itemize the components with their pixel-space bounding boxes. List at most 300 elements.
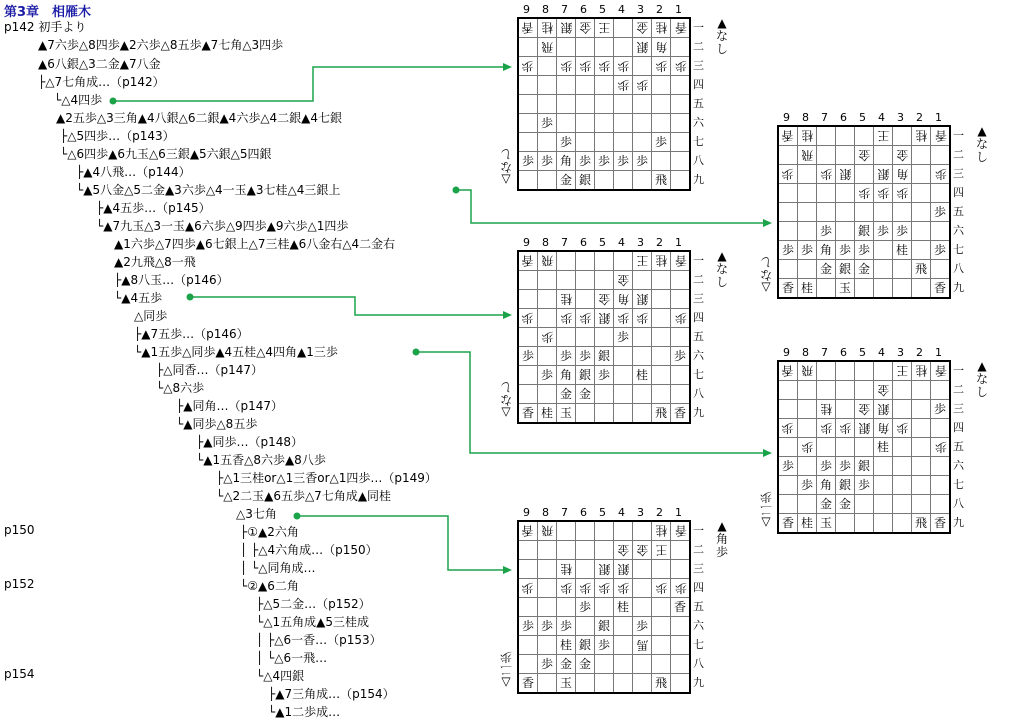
- board-square: [893, 279, 912, 299]
- board-square: 歩: [633, 617, 652, 636]
- board-square: 銀: [633, 38, 652, 57]
- board-square: 歩: [595, 366, 614, 385]
- board-square: 飛: [652, 171, 671, 191]
- board-square: [912, 381, 931, 400]
- board-square: [595, 541, 614, 560]
- board-square: [817, 279, 836, 299]
- arrowhead-3: [503, 311, 512, 319]
- board-square: [855, 203, 874, 222]
- board-square: 歩: [614, 328, 633, 347]
- board-square: [836, 126, 855, 146]
- board-square: 金: [633, 18, 652, 38]
- tree-line: └△8六歩: [156, 381, 205, 395]
- board-square: [817, 184, 836, 203]
- board-square: 歩: [931, 203, 951, 222]
- board-square: [778, 203, 798, 222]
- board-square: [671, 38, 691, 57]
- board-square: 銀: [576, 636, 595, 655]
- board-square: [518, 76, 538, 95]
- board-grid: [777, 125, 951, 299]
- rank-label: 六: [693, 116, 704, 129]
- board-square: [518, 385, 538, 404]
- rank-label: 五: [953, 440, 964, 453]
- board-square: 金: [557, 655, 576, 674]
- board-square: 歩: [518, 579, 538, 598]
- board-square: 桂: [538, 404, 557, 424]
- board-square: 桂: [912, 126, 931, 146]
- board-square: 飛: [798, 361, 817, 381]
- board-square: 歩: [576, 347, 595, 366]
- board-square: 歩: [633, 152, 652, 171]
- board-square: [671, 95, 691, 114]
- tree-line: ├▲8八玉…（p146）: [114, 273, 229, 287]
- rank-label: 六: [953, 459, 964, 472]
- board-square: 桂: [652, 18, 671, 38]
- board-square: 歩: [518, 309, 538, 328]
- file-label: 4: [618, 236, 625, 249]
- board-square: [518, 95, 538, 114]
- tree-line: └▲1五香△8六歩▲8八歩: [196, 453, 326, 467]
- board-square: [538, 290, 557, 309]
- board-square: [671, 152, 691, 171]
- board-square: 歩: [518, 347, 538, 366]
- board-square: 香: [671, 404, 691, 424]
- board-square: 歩: [893, 222, 912, 241]
- rank-label: 三: [953, 167, 964, 180]
- file-label: 8: [542, 506, 549, 519]
- board-square: 歩: [614, 57, 633, 76]
- board-square: [893, 495, 912, 514]
- board-square: [931, 457, 951, 476]
- board-square: [652, 347, 671, 366]
- board-square: [595, 251, 614, 271]
- board-square: [518, 290, 538, 309]
- file-label: 5: [599, 506, 606, 519]
- board-square: [518, 366, 538, 385]
- board-square: [518, 38, 538, 57]
- board-square: 桂: [633, 366, 652, 385]
- file-label: 2: [916, 346, 923, 359]
- board-square: [614, 385, 633, 404]
- rank-labels: [693, 18, 704, 189]
- board-square: [931, 419, 951, 438]
- file-label: 2: [916, 111, 923, 124]
- rank-label: 四: [953, 421, 964, 434]
- board-square: 角: [817, 476, 836, 495]
- board-square: 歩: [931, 165, 951, 184]
- board-square: [518, 114, 538, 133]
- file-label: 5: [859, 111, 866, 124]
- board-square: [614, 95, 633, 114]
- rank-label: 四: [953, 186, 964, 199]
- board-square: 金: [614, 271, 633, 290]
- board-square: [798, 165, 817, 184]
- board-square: [836, 184, 855, 203]
- connector-1: [113, 67, 510, 101]
- board-square: [576, 114, 595, 133]
- node-dot-2: [453, 187, 460, 194]
- board-square: [836, 222, 855, 241]
- board-square: [671, 76, 691, 95]
- board-square: 桂: [798, 126, 817, 146]
- board-square: [633, 133, 652, 152]
- gote-hand: △なし: [760, 255, 773, 295]
- board-square: [912, 457, 931, 476]
- board-square: 桂: [652, 521, 671, 541]
- board-square: 銀: [874, 400, 893, 419]
- rank-label: 一: [693, 254, 704, 267]
- board-square: [614, 38, 633, 57]
- board-square: [893, 260, 912, 279]
- board-square: [671, 560, 691, 579]
- board-square: [557, 38, 576, 57]
- file-label: 3: [637, 236, 644, 249]
- board-square: [874, 361, 893, 381]
- board-square: 銀: [576, 171, 595, 191]
- rank-label: 七: [693, 368, 704, 381]
- board-square: 金: [557, 171, 576, 191]
- board-square: [633, 579, 652, 598]
- board-square: [893, 514, 912, 534]
- board-square: 金: [595, 290, 614, 309]
- rank-label: 七: [693, 135, 704, 148]
- file-label: 2: [656, 506, 663, 519]
- board-square: [614, 133, 633, 152]
- board-square: [817, 203, 836, 222]
- board-square: 飛: [538, 38, 557, 57]
- page-ref: p154: [4, 667, 35, 681]
- board-square: [798, 260, 817, 279]
- board-square: [633, 385, 652, 404]
- board-square: [518, 636, 538, 655]
- rank-label: 二: [693, 40, 704, 53]
- board-square: 玉: [836, 279, 855, 299]
- board-square: [652, 598, 671, 617]
- board-square: 歩: [538, 328, 557, 347]
- board-square: 歩: [652, 57, 671, 76]
- file-label: 1: [675, 506, 682, 519]
- board-square: [874, 476, 893, 495]
- board-square: [557, 328, 576, 347]
- gote-hand: △二歩: [500, 650, 513, 690]
- board-square: 桂: [538, 18, 557, 38]
- board-square: [576, 95, 595, 114]
- board-square: [836, 361, 855, 381]
- board-square: [671, 541, 691, 560]
- rank-labels: [953, 126, 964, 297]
- file-label: 8: [542, 236, 549, 249]
- board-square: [798, 203, 817, 222]
- rank-label: 九: [693, 676, 704, 689]
- file-label: 6: [840, 111, 847, 124]
- board-square: [931, 146, 951, 165]
- board-square: [836, 438, 855, 457]
- board-square: 銀: [855, 419, 874, 438]
- file-label: 4: [878, 346, 885, 359]
- board-square: [652, 617, 671, 636]
- board-square: 銀: [595, 309, 614, 328]
- board-square: 角: [874, 419, 893, 438]
- board-square: 歩: [595, 579, 614, 598]
- board-square: 銀: [836, 165, 855, 184]
- board-square: 銀: [614, 560, 633, 579]
- board-square: [595, 95, 614, 114]
- board-square: 歩: [817, 457, 836, 476]
- file-label: 6: [580, 3, 587, 16]
- board-square: 香: [931, 126, 951, 146]
- board-square: [538, 347, 557, 366]
- rank-label: 一: [693, 21, 704, 34]
- board-square: [778, 146, 798, 165]
- board-square: [817, 361, 836, 381]
- board-square: [874, 279, 893, 299]
- file-labels: [517, 3, 688, 16]
- board-square: 玉: [817, 514, 836, 534]
- file-label: 9: [523, 506, 530, 519]
- rank-label: 二: [693, 543, 704, 556]
- board-square: 桂: [557, 560, 576, 579]
- board-square: 飛: [912, 514, 931, 534]
- tree-line: │ ├△4六角成…（p150）: [240, 543, 378, 557]
- board-square: 香: [671, 598, 691, 617]
- rank-label: 八: [953, 497, 964, 510]
- file-label: 1: [935, 346, 942, 359]
- board-square: 角: [614, 290, 633, 309]
- board-square: 香: [778, 361, 798, 381]
- rank-label: 三: [693, 292, 704, 305]
- board-square: 歩: [614, 76, 633, 95]
- tree-line: ▲2五歩△3三角▲4八銀△6二銀▲4六歩△4二銀▲4七銀: [56, 111, 343, 125]
- board-square: 歩: [778, 419, 798, 438]
- board-square: 金: [874, 381, 893, 400]
- board-square: [576, 328, 595, 347]
- board-square: 歩: [633, 309, 652, 328]
- board-square: 歩: [518, 57, 538, 76]
- board-square: [614, 636, 633, 655]
- board-square: 歩: [538, 114, 557, 133]
- board-square: 桂: [893, 241, 912, 260]
- file-label: 4: [878, 111, 885, 124]
- board-square: 金: [855, 260, 874, 279]
- sente-hand: ▲なし: [715, 249, 728, 289]
- board-square: [576, 404, 595, 424]
- board-square: [798, 400, 817, 419]
- shogi-board: [500, 506, 728, 694]
- rank-label: 九: [693, 173, 704, 186]
- connector-5: [297, 516, 510, 570]
- arrowhead-2: [763, 219, 772, 227]
- board-square: [836, 381, 855, 400]
- board-square: [671, 655, 691, 674]
- rank-label: 三: [693, 562, 704, 575]
- rank-label: 三: [953, 402, 964, 415]
- rank-label: 五: [953, 205, 964, 218]
- rank-label: 七: [693, 638, 704, 651]
- board-square: [874, 495, 893, 514]
- board-square: 歩: [557, 309, 576, 328]
- board-square: 香: [671, 521, 691, 541]
- file-label: 8: [802, 111, 809, 124]
- board-square: [557, 521, 576, 541]
- board-square: 歩: [855, 476, 874, 495]
- board-square: 香: [518, 18, 538, 38]
- board-square: [557, 251, 576, 271]
- board-square: [931, 476, 951, 495]
- node-dot-4: [413, 349, 420, 356]
- node-dot-3: [187, 294, 194, 301]
- board-square: [518, 171, 538, 191]
- board-square: 歩: [576, 309, 595, 328]
- board-square: 香: [778, 126, 798, 146]
- file-label: 5: [859, 346, 866, 359]
- board-square: 金: [576, 18, 595, 38]
- board-square: 桂: [798, 514, 817, 534]
- board-square: [817, 126, 836, 146]
- board-square: 歩: [874, 222, 893, 241]
- board-square: [595, 271, 614, 290]
- board-square: [614, 366, 633, 385]
- file-label: 9: [523, 3, 530, 16]
- board-square: [671, 385, 691, 404]
- board-square: [874, 514, 893, 534]
- rank-label: 九: [953, 516, 964, 529]
- board-square: [576, 76, 595, 95]
- board-square: [855, 165, 874, 184]
- board-square: [518, 133, 538, 152]
- board-square: 桂: [912, 361, 931, 381]
- board-square: [671, 290, 691, 309]
- rank-label: 二: [953, 383, 964, 396]
- board-square: 金: [557, 385, 576, 404]
- board-square: [518, 541, 538, 560]
- board-square: [576, 541, 595, 560]
- tree-line: └△4四銀: [256, 669, 305, 683]
- tree-line: └▲1五歩△同歩▲4五桂△4四角▲1三歩: [134, 345, 338, 359]
- board-square: [855, 126, 874, 146]
- board-square: 歩: [595, 152, 614, 171]
- board-square: 香: [518, 251, 538, 271]
- board-square: 飛: [538, 251, 557, 271]
- board-square: 桂: [798, 279, 817, 299]
- board-square: [671, 171, 691, 191]
- board-square: 角: [557, 152, 576, 171]
- tree-line: ▲1六歩△7四歩▲6七銀上△7三桂▲6八金右△4二金右: [114, 237, 396, 251]
- board-square: [817, 438, 836, 457]
- board-square: 歩: [557, 347, 576, 366]
- board-square: 金: [817, 260, 836, 279]
- board-square: [836, 514, 855, 534]
- board-square: 歩: [817, 165, 836, 184]
- tree-line: ├①▲2六角: [240, 525, 299, 539]
- board-square: [778, 260, 798, 279]
- board-square: [893, 476, 912, 495]
- board-square: 歩: [855, 184, 874, 203]
- board-square: [912, 184, 931, 203]
- file-label: 8: [542, 3, 549, 16]
- board-grid: [777, 360, 951, 534]
- board-square: 歩: [538, 366, 557, 385]
- tree-line: └▲4五歩: [114, 291, 163, 305]
- board-square: [614, 251, 633, 271]
- shogi-board: [760, 111, 988, 299]
- board-square: 歩: [817, 419, 836, 438]
- board-square: [595, 655, 614, 674]
- board-square: [874, 203, 893, 222]
- board-square: 歩: [931, 400, 951, 419]
- board-square: [893, 438, 912, 457]
- board-square: [595, 171, 614, 191]
- board-square: [652, 95, 671, 114]
- board-square: [912, 222, 931, 241]
- board-square: [518, 655, 538, 674]
- board-square: [576, 617, 595, 636]
- connector-3: [190, 297, 510, 315]
- board-square: 王: [595, 18, 614, 38]
- board-square: 金: [817, 495, 836, 514]
- board-square: [614, 114, 633, 133]
- board-square: [633, 328, 652, 347]
- board-square: 飛: [798, 146, 817, 165]
- board-square: [652, 309, 671, 328]
- tree-line: △同歩: [134, 309, 168, 323]
- board-square: 桂: [557, 290, 576, 309]
- board-square: [595, 114, 614, 133]
- board-square: 歩: [817, 222, 836, 241]
- board-square: 歩: [652, 579, 671, 598]
- board-square: [931, 260, 951, 279]
- board-square: 歩: [671, 57, 691, 76]
- sente-hand: ▲なし: [975, 359, 988, 399]
- board-square: 歩: [538, 617, 557, 636]
- board-square: 香: [671, 251, 691, 271]
- board-square: [874, 457, 893, 476]
- rank-label: 五: [693, 330, 704, 343]
- board-square: [576, 133, 595, 152]
- board-square: 王: [893, 361, 912, 381]
- board-square: 飛: [652, 674, 671, 694]
- board-square: [538, 171, 557, 191]
- board-square: 歩: [538, 152, 557, 171]
- tree-line: └△6四歩▲6九玉△6三銀▲5六銀△5四銀: [60, 147, 272, 161]
- file-labels: [517, 236, 688, 249]
- board-square: 銀: [595, 617, 614, 636]
- board-square: 角: [652, 38, 671, 57]
- rank-label: 七: [953, 478, 964, 491]
- board-square: [912, 495, 931, 514]
- board-square: [912, 476, 931, 495]
- board-square: [817, 146, 836, 165]
- board-square: [557, 95, 576, 114]
- page-ref: p150: [4, 523, 35, 537]
- file-label: 8: [802, 346, 809, 359]
- rank-label: 九: [953, 281, 964, 294]
- rank-label: 八: [693, 387, 704, 400]
- tree-line: ├▲4八飛…（p144）: [76, 165, 191, 179]
- tree-line: └▲同歩△8五歩: [176, 417, 258, 431]
- board-square: 歩: [671, 309, 691, 328]
- rank-label: 三: [693, 59, 704, 72]
- board-square: [652, 76, 671, 95]
- board-square: [855, 381, 874, 400]
- board-square: [893, 381, 912, 400]
- board-square: 歩: [557, 133, 576, 152]
- shogi-board: [500, 3, 728, 191]
- board-square: [652, 114, 671, 133]
- board-square: 歩: [633, 76, 652, 95]
- file-label: 6: [840, 346, 847, 359]
- board-square: [576, 560, 595, 579]
- rank-label: 六: [953, 224, 964, 237]
